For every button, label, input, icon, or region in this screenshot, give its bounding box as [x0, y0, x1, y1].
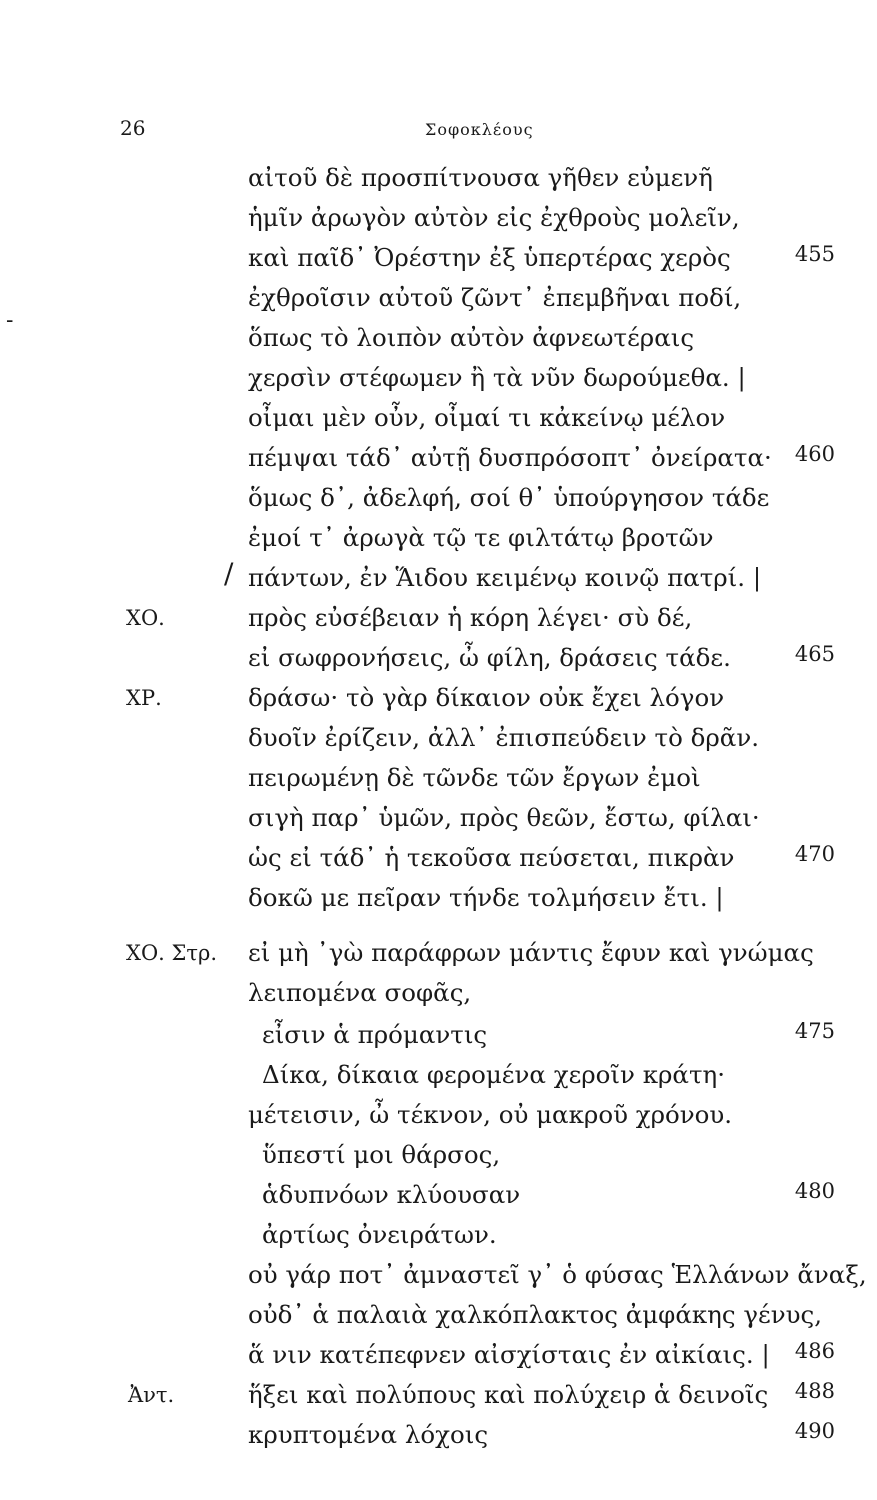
- verse-line: [0, 440, 877, 476]
- verse-line: [0, 360, 877, 396]
- verse-line: [0, 1177, 877, 1213]
- verse-line: [0, 480, 877, 516]
- verse-text: ἐχθροῖσιν αὐτοῦ ζῶντ᾽ ἐπεμβῆναι ποδί,: [248, 283, 742, 312]
- verse-line: [0, 520, 877, 556]
- verse-line: [0, 880, 877, 916]
- verse-line: [0, 1097, 877, 1133]
- verse-line: [0, 280, 877, 316]
- verse-line: [0, 680, 877, 716]
- verse-line: [0, 1297, 877, 1333]
- verse-text: δοκῶ με πεῖραν τήνδε τολμήσειν ἔτι. |: [248, 883, 724, 912]
- verse-text: μέτεισιν, ὦ τέκνον, οὐ μακροῦ χρόνου.: [248, 1100, 733, 1129]
- verse-line: [0, 560, 877, 596]
- verse-text: οὐ γάρ ποτ᾽ ἀμναστεῖ γ᾽ ὁ φύσας Ἑλλάνων ἄναξ,: [248, 1260, 867, 1289]
- verse-line: [0, 1377, 877, 1413]
- verse-text: λειπομένα σοφᾶς,: [248, 978, 472, 1007]
- verse-line: [0, 1337, 877, 1373]
- verse-line: [0, 1217, 877, 1253]
- verse-line: [0, 320, 877, 356]
- speaker-label: ΧΟ.: [126, 606, 165, 630]
- verse-text: ἅ νιν κατέπεφνεν αἰσχίσταις ἐν αἰκίαις. |: [248, 1340, 770, 1369]
- verse-text: ὅμως δ᾽, ἀδελφή, σοί θ᾽ ὑπούργησον τάδε: [248, 483, 770, 512]
- verse-text: εἰ σωφρονήσεις, ὦ φίλη, δράσεις τάδε.: [248, 643, 731, 672]
- verse-text: Δίκα, δίκαια φερομένα χεροῖν κράτη·: [262, 1060, 725, 1089]
- page-number: 26: [120, 116, 146, 140]
- verse-line: [0, 400, 877, 436]
- verse-line: [0, 1257, 877, 1293]
- verse-text: ἥξει καὶ πολύπους καὶ πολύχειρ ἁ δεινοῖς: [248, 1380, 769, 1409]
- verse-text: ἀρτίως ὀνειράτων.: [262, 1220, 497, 1249]
- verse-line: [0, 975, 877, 1011]
- verse-text: δυοῖν ἐρίζειν, ἀλλ᾽ ἐπισπεύδειν τὸ δρᾶν.: [248, 723, 759, 752]
- verse-line: [0, 600, 877, 636]
- verse-line: [0, 840, 877, 876]
- ink-stroke-mark: /: [224, 557, 234, 590]
- verse-line: [0, 935, 877, 971]
- verse-text: καὶ παῖδ᾽ Ὀρέστην ἐξ ὑπερτέρας χερὸς: [248, 243, 731, 272]
- margin-dash: -: [6, 308, 14, 333]
- verse-text: ἐμοί τ᾽ ἀρωγὰ τῷ τε φιλτάτῳ βροτῶν: [248, 523, 714, 552]
- verse-text: πέμψαι τάδ᾽ αὐτῇ δυσπρόσοπτ᾽ ὀνείρατα·: [248, 443, 772, 472]
- verse-line: [0, 1417, 877, 1453]
- verse-line: [0, 240, 877, 276]
- verse-text: χερσὶν στέφωμεν ἢ τὰ νῦν δωρούμεθα. |: [248, 363, 746, 392]
- verse-line: [0, 200, 877, 236]
- verse-text: πειρωμένῃ δὲ τῶνδε τῶν ἔργων ἐμοὶ: [248, 763, 701, 792]
- line-number: 465: [794, 642, 835, 666]
- verse-text: σιγὴ παρ᾽ ὑμῶν, πρὸς θεῶν, ἔστω, φίλαι·: [248, 803, 760, 832]
- verse-line: [0, 760, 877, 796]
- verse-line: [0, 800, 877, 836]
- speaker-label: ΧΡ.: [126, 686, 162, 710]
- verse-line: [0, 1017, 877, 1053]
- line-number: 490: [794, 1419, 835, 1443]
- verse-text: αἰτοῦ δὲ προσπίτνουσα γῆθεν εὐμενῆ: [248, 163, 713, 192]
- line-number: 460: [794, 442, 835, 466]
- verse-text: ὡς εἰ τάδ᾽ ἡ τεκοῦσα πεύσεται, πικρὰν: [248, 843, 735, 872]
- verse-text: δράσω· τὸ γὰρ δίκαιον οὐκ ἔχει λόγον: [248, 683, 725, 712]
- speaker-label: Ἀντ.: [128, 1383, 175, 1407]
- verse-text: ἡμῖν ἀρωγὸν αὐτὸν εἰς ἐχθροὺς μολεῖν,: [248, 203, 740, 232]
- line-number: 475: [794, 1019, 835, 1043]
- verse-text: ὅπως τὸ λοιπὸν αὐτὸν ἀφνεωτέραις: [248, 323, 695, 352]
- speaker-label: ΧΟ. Στρ.: [126, 941, 218, 965]
- verse-text: οὐδ᾽ ἁ παλαιὰ χαλκόπλακτος ἀμφάκης γένυς,: [248, 1300, 823, 1329]
- verse-line: [0, 1057, 877, 1093]
- line-number: 486: [794, 1339, 835, 1363]
- running-title: Σοφοκλέους: [425, 120, 534, 139]
- line-number: 455: [794, 242, 835, 266]
- line-number: 470: [794, 842, 835, 866]
- verse-text: εἰ μὴ ᾽γὼ παράφρων μάντις ἔφυν καὶ γνώμας: [248, 938, 814, 967]
- verse-text: πρὸς εὐσέβειαν ἡ κόρη λέγει· σὺ δέ,: [248, 603, 693, 632]
- verse-text: εἶσιν ἁ πρόμαντις: [262, 1020, 488, 1049]
- line-number: 480: [794, 1179, 835, 1203]
- verse-line: [0, 160, 877, 196]
- verse-line: [0, 640, 877, 676]
- line-number: 488: [794, 1379, 835, 1403]
- verse-line: [0, 1137, 877, 1173]
- verse-text: πάντων, ἐν Ἅιδου κειμένῳ κοινῷ πατρί. |: [248, 563, 762, 592]
- verse-text: οἶμαι μὲν οὖν, οἶμαί τι κἀκείνῳ μέλον: [248, 403, 726, 432]
- verse-line: [0, 720, 877, 756]
- verse-text: κρυπτομένα λόχοις: [248, 1420, 489, 1449]
- verse-text: ἁδυπνόων κλύουσαν: [262, 1180, 521, 1209]
- verse-text: ὕπεστί μοι θάρσος,: [262, 1140, 501, 1169]
